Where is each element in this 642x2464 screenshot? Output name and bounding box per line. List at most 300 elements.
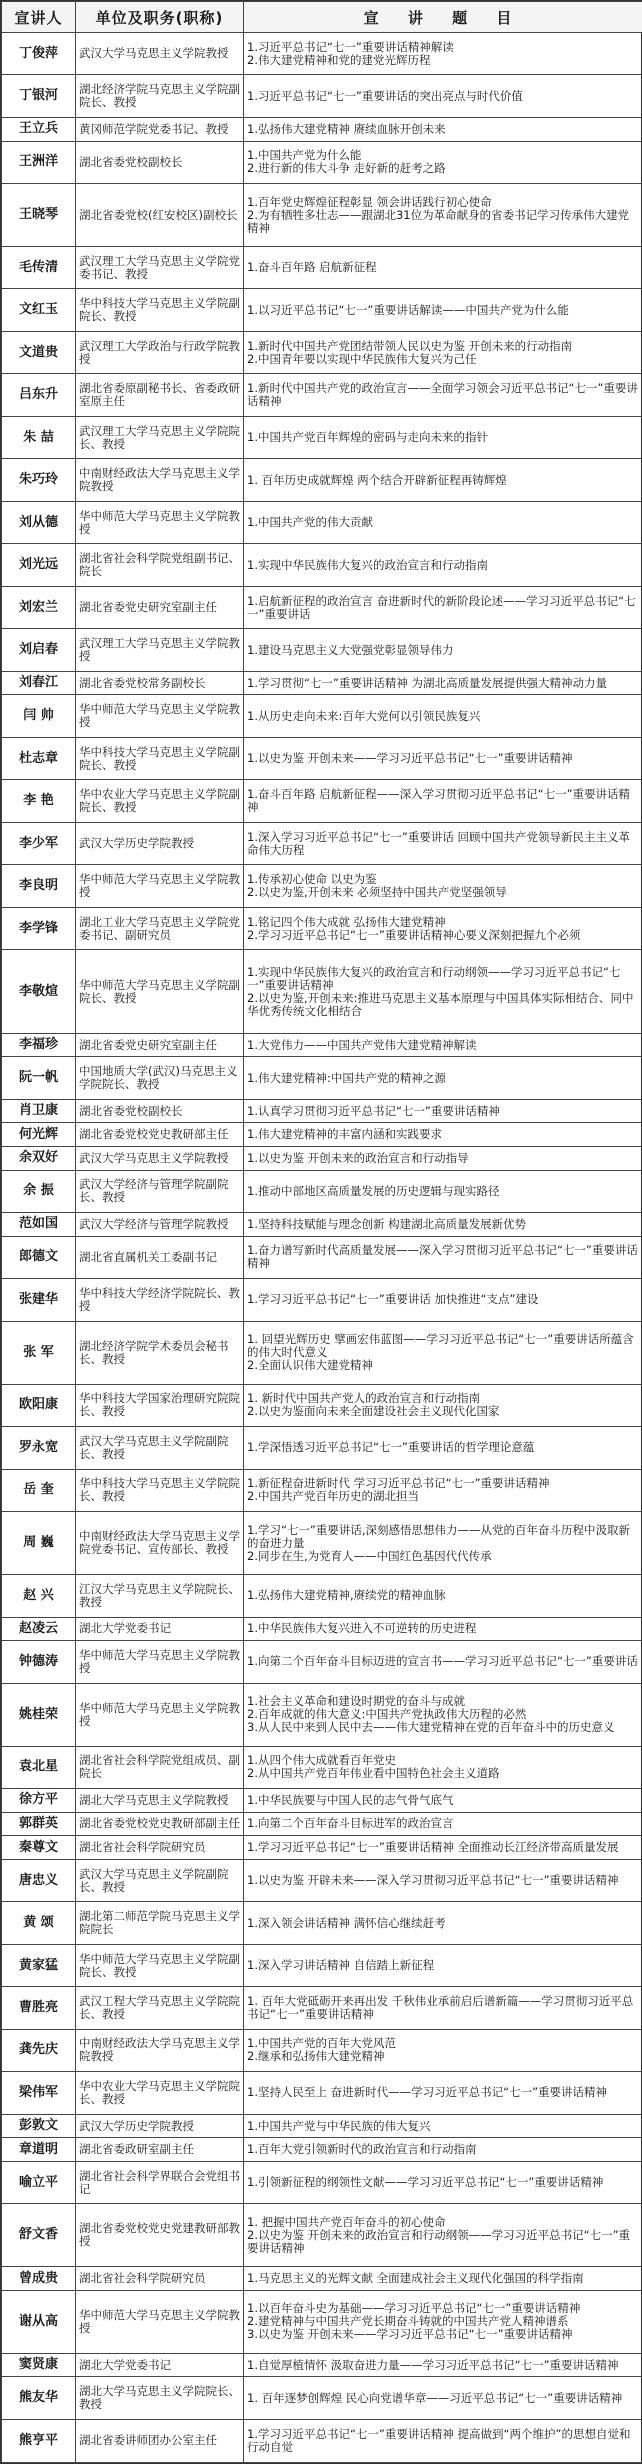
speaker-unit: 湖北省委党校常务副校长 — [76, 671, 244, 695]
topic-line: 1.中国共产党百年辉煌的密码与走向未来的指针 — [247, 430, 488, 445]
topic-line: 1.从四个伟大成就看百年党史 — [247, 1753, 396, 1768]
table-row — [2, 2204, 642, 2267]
topic-line: 1.习近平总书记“七一”重要讲话精神解读 — [247, 39, 454, 54]
speaker-unit: 湖北省委党史研究室副主任 — [76, 586, 244, 628]
speaker-unit: 武汉大学马克思主义学院副院长、教授 — [76, 1859, 244, 1901]
speaker-unit: 武汉大学历史学院教授 — [76, 2114, 244, 2138]
speaker-name: 范如国 — [2, 1213, 76, 1237]
speaker-name: 李良明 — [2, 865, 76, 907]
speaker-name: 黄 颂 — [2, 1902, 76, 1944]
lecture-topics — [244, 247, 642, 289]
topic-line: 1.启航新征程的政治宣言 奋进新时代的新阶段论述——学习习近平总书记“七一”重要讲话 — [247, 593, 636, 621]
lecture-topics — [244, 374, 642, 416]
speaker-name: 丁银河 — [2, 75, 76, 117]
speaker-unit: 华中师范大学马克思主义学院教授 — [76, 2290, 244, 2353]
speaker-name: 秦尊文 — [2, 1836, 76, 1860]
speaker-name: 曾成贵 — [2, 2267, 76, 2291]
table-row — [2, 33, 642, 75]
speaker-unit: 湖北省委政研室副主任 — [76, 2138, 244, 2162]
topic-line: 1.自觉厚植情怀 汲取奋进力量——学习习近平总书记“七一”重要讲话精神 — [247, 2357, 619, 2372]
speaker-unit: 湖北省社会科学院党组副书记、院长 — [76, 544, 244, 586]
speaker-name: 张建华 — [2, 1279, 76, 1321]
speaker-unit: 湖北大学党委书记 — [76, 2353, 244, 2377]
lecture-topics — [244, 2138, 642, 2162]
table-row — [2, 141, 642, 183]
table-row — [2, 75, 642, 117]
table-row — [2, 780, 642, 822]
lecture-topics — [244, 1213, 642, 1237]
topic-line: 1.向第二个百年奋斗目标进军的政治宣言 — [247, 1816, 454, 1831]
lecture-topics — [244, 501, 642, 543]
topic-line: 3.从人民中来到人民中去——伟大建党精神在党的百年奋斗中的历史意义 — [247, 1720, 615, 1735]
table-row — [2, 1944, 642, 1986]
topic-line: 2.中国青年要以实现中华民族伟大复兴为己任 — [247, 351, 477, 366]
speaker-unit: 湖北省社会科学界联合会党组书记 — [76, 2161, 244, 2203]
lecture-topics — [244, 1321, 642, 1384]
topic-line: 1.大党伟力——中国共产党伟大建党精神解读 — [247, 1037, 477, 1052]
speaker-name: 刘宏兰 — [2, 586, 76, 628]
speaker-name: 杜志章 — [2, 737, 76, 779]
topic-line: 1.新时代中国共产党的政治宣言——全面学习领会习近平总书记“七一”重要讲话精神 — [247, 381, 638, 409]
speaker-unit: 华中师范大学马克思主义学院副院长、教授 — [76, 1944, 244, 1986]
topic-line: 1.学习习近平总书记“七一”重要讲话 加快推进“支点”建设 — [247, 1292, 539, 1307]
lecture-topics — [244, 1617, 642, 1641]
speaker-name: 欧阳康 — [2, 1384, 76, 1426]
topic-line: 1.新时代中国共产党团结带领人民以史为鉴 开创未来的行动指南 — [247, 338, 573, 353]
speaker-unit: 华中师范大学马克思主义学院教授 — [76, 501, 244, 543]
table-row — [2, 737, 642, 779]
speaker-unit: 湖北省委讲师团办公室主任 — [76, 2419, 244, 2462]
speaker-name: 熊亨平 — [2, 2419, 76, 2462]
lecture-topics — [244, 1859, 642, 1901]
table-row — [2, 1279, 642, 1321]
topic-line: 1.深入领会讲话精神 满怀信心继续赶考 — [247, 1915, 446, 1930]
topic-line: 1.坚持科技赋能与理念创新 构建湖北高质量发展新优势 — [247, 1216, 527, 1231]
lecture-topics — [244, 1987, 642, 2029]
speaker-name: 章道明 — [2, 2138, 76, 2162]
topic-line: 1.实现中华民族伟大复兴的政治宣言和行动纲领——学习习近平总书记“七一”重要讲话精神 — [247, 964, 621, 992]
speaker-unit: 江汉大学马克思主义学院院长、教授 — [76, 1575, 244, 1617]
speaker-unit: 华中农业大学马克思主义学院院长、教授 — [76, 2072, 244, 2114]
topic-line: 2.为有牺牲多壮志——跟湖北31位为革命献身的省委书记学习传承伟大建党精神 — [247, 207, 630, 235]
speaker-unit: 湖北省委党校党史教研部主任 — [76, 1123, 244, 1147]
header-unit: 单位及职务(职称) — [76, 2, 244, 33]
table-row — [2, 1617, 642, 1641]
topic-line: 1.社会主义革命和建设时期党的奋斗与成就 — [247, 1694, 465, 1709]
topic-line: 1.伟大建党精神的丰富内涵和实践要求 — [247, 1127, 442, 1142]
lecture-topics — [244, 1236, 642, 1278]
table-row — [2, 374, 642, 416]
speaker-name: 肖卫康 — [2, 1099, 76, 1123]
lecture-topics — [244, 2267, 642, 2291]
table-row — [2, 1213, 642, 1237]
speaker-unit: 武汉理工大学马克思主义学院党委书记、教授 — [76, 247, 244, 289]
speaker-name: 罗永宽 — [2, 1427, 76, 1469]
speaker-name: 李 艳 — [2, 780, 76, 822]
speaker-unit: 华中师范大学马克思主义学院教授 — [76, 1683, 244, 1746]
speaker-name: 喻立平 — [2, 2161, 76, 2203]
table-row — [2, 2290, 642, 2353]
topic-line: 2.以史为鉴 开创未来的政治宣言和行动纲领——学习习近平总书记“七一”重要讲话精神 — [247, 2227, 631, 2255]
table-row — [2, 247, 642, 289]
speaker-name: 谢从高 — [2, 2290, 76, 2353]
header-speaker: 宣讲人 — [2, 2, 76, 33]
topic-line: 1.学习贯彻“七一”重要讲话精神 为湖北高质量发展提供强大精神动力量 — [247, 675, 608, 690]
lecture-topics — [244, 2072, 642, 2114]
topic-line: 1.奋斗百年路 启航新征程——深入学习贯彻习近平总书记“七一”重要讲话精神 — [247, 787, 631, 815]
table-row — [2, 629, 642, 671]
topic-line: 1.学习习近平总书记“七一”重要讲话精神 提高做到“两个维护”的思想自觉和行动自觉 — [247, 2426, 631, 2454]
speaker-unit: 华中科技大学马克思主义学院副院长、教授 — [76, 737, 244, 779]
table-row — [2, 2029, 642, 2071]
topic-line: 2.学习习近平总书记“七一”重要讲话精神心要义深刻把握九个必须 — [247, 927, 581, 942]
table-row — [2, 586, 642, 628]
table-row — [2, 2267, 642, 2291]
speaker-name: 赵 兴 — [2, 1575, 76, 1617]
topic-line: 1.深入学习习近平总书记“七一”重要讲话 回顾中国共产党领导新民主主义革命伟大历程 — [247, 829, 631, 857]
topic-line: 3.以史为鉴 开创未来——学习习近平总书记“七一”重要讲话精神 — [247, 2327, 573, 2342]
speaker-unit: 武汉大学马克思主义学院副院长、教授 — [76, 1427, 244, 1469]
table-row — [2, 1987, 642, 2029]
speaker-unit: 武汉理工大学政治与行政学院教授 — [76, 331, 244, 373]
lecture-topics — [244, 1469, 642, 1511]
speaker-name: 丁俊萍 — [2, 33, 76, 75]
table-row — [2, 671, 642, 695]
lecture-topics — [244, 331, 642, 373]
lecture-topics — [244, 2114, 642, 2138]
lecture-topics — [244, 1944, 642, 1986]
topic-line: 2.从中国共产党百年伟业看中国特色社会主义道路 — [247, 1766, 500, 1781]
lecture-topics — [244, 1147, 642, 1171]
speaker-name: 王洲洋 — [2, 141, 76, 183]
speaker-name: 余双好 — [2, 1147, 76, 1171]
lecture-topics — [244, 1789, 642, 1813]
topic-line: 1.学习习近平总书记“七一”重要讲话精神 全面推动长江经济带高质量发展 — [247, 1840, 619, 1854]
speaker-unit: 湖北省委党校党史党建教研部教授 — [76, 2204, 244, 2267]
table-row — [2, 184, 642, 247]
lecture-topics — [244, 1575, 642, 1617]
table-row — [2, 1321, 642, 1384]
topic-line: 1.以史为鉴 开创未来——学习习近平总书记“七一”重要讲话精神 — [247, 751, 573, 766]
topic-line: 2.伟大建党精神和党的建党光辉历程 — [247, 52, 431, 67]
lecture-topics — [244, 1170, 642, 1212]
table-row — [2, 2353, 642, 2377]
speaker-unit: 武汉大学经济与管理学院教授 — [76, 1213, 244, 1237]
topic-line: 1.奋斗百年路 启航新征程 — [247, 260, 377, 275]
lecture-topics — [244, 2161, 642, 2203]
speaker-unit: 中南财经政法大学马克思主义学院教授 — [76, 459, 244, 501]
speaker-unit: 华中科技大学国家治理研究院院长、教授 — [76, 1384, 244, 1426]
speaker-name: 李福珍 — [2, 1033, 76, 1057]
topic-line: 1.中国共产党为什么能 — [247, 148, 362, 163]
table-row — [2, 1812, 642, 1836]
table-row — [2, 1099, 642, 1123]
lecture-topics — [244, 1384, 642, 1426]
topic-line: 1.以史为鉴 开创未来的政治宣言和行动指导 — [247, 1150, 469, 1165]
speaker-unit: 武汉工程大学马克思主义学院院长、教授 — [76, 1987, 244, 2029]
topic-line: 1. 回望光辉历史 擘画宏伟蓝图——学习习近平总书记“七一”重要讲话所蕴含的伟大时代意义 — [247, 1332, 634, 1360]
table-row — [2, 1469, 642, 1511]
lecture-topics — [244, 1812, 642, 1836]
lecture-topics — [244, 1641, 642, 1683]
topic-line: 1.中华民族要与中国人民的志气骨气底气 — [247, 1792, 454, 1807]
speaker-unit: 湖北大学党委书记 — [76, 1617, 244, 1641]
speaker-name: 梁伟军 — [2, 2072, 76, 2114]
speaker-name: 吕东升 — [2, 374, 76, 416]
lecture-topics — [244, 2204, 642, 2267]
lecture-topics — [244, 671, 642, 695]
lecture-topics — [244, 1746, 642, 1788]
table-row — [2, 1836, 642, 1860]
speaker-unit: 华中师范大学马克思主义学院教授 — [76, 1641, 244, 1683]
lecture-topics — [244, 416, 642, 458]
table-row — [2, 695, 642, 737]
table-row — [2, 1427, 642, 1469]
speaker-unit: 湖北第二师范学院马克思主义学院院长 — [76, 1902, 244, 1944]
speaker-unit: 黄冈师范学院党委书记、教授 — [76, 117, 244, 141]
speaker-unit: 湖北工业大学马克思主义学院党委书记、副研究员 — [76, 907, 244, 949]
table-row — [2, 822, 642, 864]
table-header-row — [2, 2, 642, 33]
topic-line: 2.以史为鉴,开创未来 必须坚持中国共产党坚强领导 — [247, 885, 507, 900]
table-row — [2, 1683, 642, 1746]
speaker-unit: 华中师范大学马克思主义学院副院长、教授 — [76, 950, 244, 1033]
speaker-name: 刘启春 — [2, 629, 76, 671]
topic-line: 2.以史为鉴面向未来全面建设社会主义现代化国家 — [247, 1404, 500, 1419]
lecture-topics — [244, 2290, 642, 2353]
table-row — [2, 1057, 642, 1099]
table-row — [2, 331, 642, 373]
lecture-topics — [244, 2029, 642, 2071]
lecture-topics — [244, 289, 642, 331]
lecture-topics — [244, 459, 642, 501]
topic-line: 2.建党精神与中国共产党长期奋斗铸就的中国共产党人精神谱系 — [247, 2314, 569, 2329]
topic-line: 1.百年大党引领新时代的政治宣言和行动指南 — [247, 2142, 477, 2157]
speaker-unit: 武汉大学马克思主义学院教授 — [76, 1147, 244, 1171]
lecture-topics — [244, 950, 642, 1033]
speaker-unit: 湖北省委原副秘书长、省委政研室原主任 — [76, 374, 244, 416]
topic-line: 1.从历史走向未来:百年大党何以引领民族复兴 — [247, 708, 481, 723]
lecture-topics — [244, 117, 642, 141]
speaker-name: 周 巍 — [2, 1512, 76, 1575]
speaker-unit: 华中科技大学经济学院院长、教授 — [76, 1279, 244, 1321]
speaker-unit: 湖北省社会科学院研究员 — [76, 1836, 244, 1860]
lecture-topics — [244, 1683, 642, 1746]
speaker-unit: 湖北大学马克思主义学院教授 — [76, 1789, 244, 1813]
topic-line: 1.实现中华民族伟大复兴的政治宣言和行动指南 — [247, 557, 488, 572]
speaker-unit: 湖北省直属机关工委副书记 — [76, 1236, 244, 1278]
topic-line: 1. 把握中国共产党百年奋斗的初心使命 — [247, 2214, 446, 2229]
lecture-topics — [244, 695, 642, 737]
topic-line: 1. 百年大党砥砺开来再出发 千秋伟业承前启后谱新篇——学习贯彻习近平总书记“七一”重要讲话精神 — [247, 1993, 634, 2021]
lecture-topics — [244, 586, 642, 628]
table-row — [2, 1147, 642, 1171]
speaker-name: 钟德涛 — [2, 1641, 76, 1683]
speaker-unit: 武汉大学马克思主义学院教授 — [76, 33, 244, 75]
topic-line: 1.马克思主义的光辉文献 全面建成社会主义现代化强国的科学指南 — [247, 2271, 584, 2286]
speaker-unit: 华中师范大学马克思主义学院教授 — [76, 865, 244, 907]
topic-line: 1.建设马克思主义大党强党彰显领导伟力 — [247, 642, 454, 657]
topic-line: 1.新征程奋进新时代 学习习近平总书记“七一”重要讲话精神 — [247, 1476, 550, 1491]
topic-line: 2.全面认识伟大建党精神 — [247, 1358, 373, 1373]
table-row — [2, 2419, 642, 2462]
table-row — [2, 1641, 642, 1683]
topic-line: 1.中华民族伟大复兴进入不可逆转的历史进程 — [247, 1621, 477, 1636]
speaker-name: 窦贤康 — [2, 2353, 76, 2377]
speaker-name: 余 振 — [2, 1170, 76, 1212]
topic-line: 1.以史为鉴 开辟未来——深入学习贯彻习近平总书记“七一”重要讲话精神 — [247, 1873, 619, 1888]
topic-line: 1.认真学习贯彻习近平总书记“七一”重要讲话精神 — [247, 1103, 500, 1118]
speaker-name: 郎德文 — [2, 1236, 76, 1278]
speaker-unit: 华中科技大学马克思主义学院副院长、教授 — [76, 289, 244, 331]
speaker-name: 赵凌云 — [2, 1617, 76, 1641]
lecture-topics — [244, 1099, 642, 1123]
speaker-name: 朱巧玲 — [2, 459, 76, 501]
table-row — [2, 416, 642, 458]
lecture-topics — [244, 737, 642, 779]
topic-line: 1.奋力谱写新时代高质量发展——深入学习贯彻习近平总书记“七一”重要讲话精神 — [247, 1243, 638, 1271]
table-row — [2, 1746, 642, 1788]
speaker-name: 彭敦文 — [2, 2114, 76, 2138]
topic-line: 2.继承和弘扬伟大建党精神 — [247, 2049, 385, 2064]
table-row — [2, 865, 642, 907]
lecture-topics — [244, 1836, 642, 1860]
speaker-name: 郭群英 — [2, 1812, 76, 1836]
table-row — [2, 2377, 642, 2419]
table-row — [2, 1123, 642, 1147]
lecture-topics — [244, 2419, 642, 2462]
header-topic: 宣 讲 题 目 — [244, 2, 642, 33]
speaker-name: 徐方平 — [2, 1789, 76, 1813]
topic-line: 1. 百年历史成就辉煌 两个结合开辟新征程再铸辉煌 — [247, 472, 507, 487]
speaker-name: 张 军 — [2, 1321, 76, 1384]
speaker-unit: 中南财经政法大学马克思主义学院党委书记、宣传部长、教授 — [76, 1512, 244, 1575]
speaker-name: 王晓琴 — [2, 184, 76, 247]
speaker-name: 闫 帅 — [2, 695, 76, 737]
table-row — [2, 544, 642, 586]
topic-line: 1.学深悟透习近平总书记“七一”重要讲话的哲学理论意蕴 — [247, 1440, 535, 1455]
topic-line: 2.进行新的伟大斗争 走好新的赶考之路 — [247, 161, 446, 176]
lecture-topics — [244, 2353, 642, 2377]
topic-line: 1.中国共产党的伟大贡献 — [247, 515, 373, 530]
speaker-unit: 华中师范大学马克思主义学院教授 — [76, 695, 244, 737]
speaker-name: 姚桂荣 — [2, 1683, 76, 1746]
table-row — [2, 1902, 642, 1944]
speaker-name: 文道贵 — [2, 331, 76, 373]
topic-line: 1. 新时代中国共产党人的政治宣言和行动指南 — [247, 1391, 481, 1406]
speaker-unit: 湖北省委党校副校长 — [76, 1099, 244, 1123]
speaker-name: 阮一帆 — [2, 1057, 76, 1099]
lecture-topics — [244, 2377, 642, 2419]
topic-line: 1.深入学习讲话精神 自信踏上新征程 — [247, 1958, 435, 1972]
speaker-name: 李敬煊 — [2, 950, 76, 1033]
speaker-name: 刘从德 — [2, 501, 76, 543]
lecture-topics — [244, 184, 642, 247]
lecture-topics — [244, 1279, 642, 1321]
table-row — [2, 1170, 642, 1212]
table-row — [2, 2138, 642, 2162]
topic-line: 2.中国共产党百年历史的湖北担当 — [247, 1489, 419, 1504]
lecture-topics — [244, 75, 642, 117]
table-row — [2, 1789, 642, 1813]
speaker-name: 刘春江 — [2, 671, 76, 695]
lecture-topics — [244, 865, 642, 907]
topic-line: 1.伟大建党精神:中国共产党的精神之源 — [247, 1070, 446, 1085]
speaker-unit: 湖北经济学院学术委员会秘书长、教授 — [76, 1321, 244, 1384]
table-row — [2, 2072, 642, 2114]
topic-line: 1.学习“七一”重要讲话,深刻感悟思想伟力——从党的百年奋斗历程中汲取新的奋进力量 — [247, 1522, 631, 1550]
speaker-name: 李学锋 — [2, 907, 76, 949]
speaker-unit: 湖北省委党校党史教研部副主任 — [76, 1812, 244, 1836]
table-row — [2, 1033, 642, 1057]
topic-line: 1.中国共产党的百年大党风范 — [247, 2036, 396, 2051]
lecture-topics — [244, 1512, 642, 1575]
topic-line: 1.中国共产党与中华民族的伟大复兴 — [247, 2118, 431, 2133]
topic-line: 2.同步在生,为党育人——中国红色基因代代传承 — [247, 1548, 492, 1563]
speaker-unit: 湖北大学马克思主义学院院长、教授 — [76, 2377, 244, 2419]
speaker-unit: 武汉理工大学马克思主义学院院长、教授 — [76, 416, 244, 458]
lecture-topics — [244, 1123, 642, 1147]
topic-line: 2.百年成就的伟大意义:中国共产党执政伟大历程的必然 — [247, 1707, 527, 1722]
table-row — [2, 2161, 642, 2203]
lecture-topics — [244, 33, 642, 75]
lecture-topics — [244, 1057, 642, 1099]
lecturer-table — [1, 1, 642, 2463]
speaker-unit: 湖北省委党史研究室副主任 — [76, 1033, 244, 1057]
speaker-unit: 武汉大学经济与管理学院副院长、教授 — [76, 1170, 244, 1212]
topic-line: 1.百年党史辉煌征程彰显 领会讲话践行初心使命 — [247, 194, 492, 209]
lecture-topics — [244, 1902, 642, 1944]
lecture-topics — [244, 629, 642, 671]
table-body — [2, 33, 642, 2463]
speaker-name: 袁北星 — [2, 1746, 76, 1788]
topic-line: 1.坚持人民至上 奋进新时代——学习习近平总书记“七一”重要讲话精神 — [247, 2085, 608, 2100]
table-row — [2, 1859, 642, 1901]
topic-line: 1.引领新征程的纲领性文献——学习习近平总书记“七一”重要讲话精神 — [247, 2175, 604, 2190]
speaker-name: 唐忠义 — [2, 1859, 76, 1901]
topic-line: 1.向第二个百年奋斗目标迈进的宣言书——学习习近平总书记“七一”重要讲话 — [247, 1654, 638, 1669]
speaker-name: 龚先庆 — [2, 2029, 76, 2071]
table-row — [2, 950, 642, 1033]
table-row — [2, 907, 642, 949]
table-row — [2, 501, 642, 543]
lecture-topics — [244, 907, 642, 949]
speaker-name: 刘光远 — [2, 544, 76, 586]
table-row — [2, 289, 642, 331]
lecture-topics — [244, 1033, 642, 1057]
lecture-topics — [244, 822, 642, 864]
table-row — [2, 2114, 642, 2138]
table-row — [2, 1384, 642, 1426]
speaker-name: 舒文香 — [2, 2204, 76, 2267]
speaker-unit: 武汉理工大学马克思主义学院教授 — [76, 629, 244, 671]
speaker-unit: 湖北省社会科学院党组成员、副院长 — [76, 1746, 244, 1788]
table-row — [2, 117, 642, 141]
speaker-name: 李少军 — [2, 822, 76, 864]
topic-line: 1.弘扬伟大建党精神 赓续血脉开创未来 — [247, 121, 446, 136]
speaker-unit: 中国地质大学(武汉)马克思主义学院院长、教授 — [76, 1057, 244, 1099]
speaker-name: 王立兵 — [2, 117, 76, 141]
speaker-unit: 中南财经政法大学马克思主义学院教授 — [76, 2029, 244, 2071]
speaker-name: 岳 奎 — [2, 1469, 76, 1511]
topic-line: 1.以百年奋斗史为基础——学习习近平总书记“七一”重要讲话精神 — [247, 2301, 581, 2316]
topic-line: 1. 百年逐梦创辉煌 民心向党谱华章——习近平总书记“七一”重要讲话精神 — [247, 2390, 623, 2405]
table-row — [2, 1512, 642, 1575]
speaker-unit: 湖北经济学院马克思主义学院副院长、教授 — [76, 75, 244, 117]
table-row — [2, 1236, 642, 1278]
lecture-topics — [244, 780, 642, 822]
speaker-unit: 湖北省社会科学院研究员 — [76, 2267, 244, 2291]
